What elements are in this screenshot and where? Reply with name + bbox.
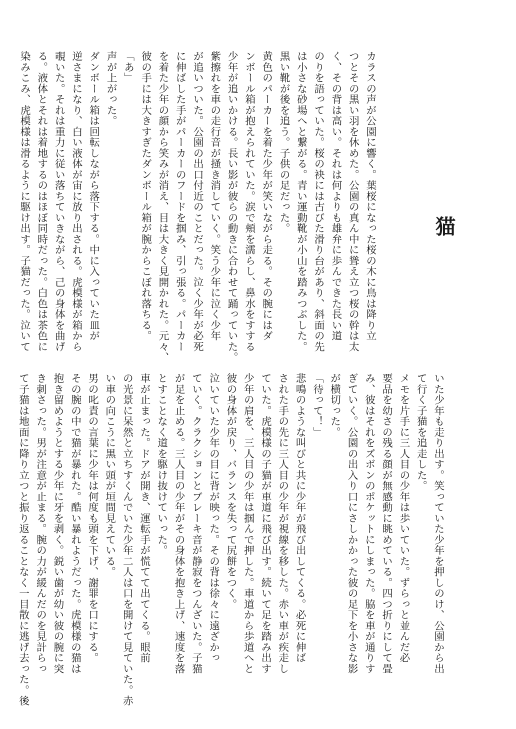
text-line: て子猫は地面に降り立つと振り返ることなく一目散に逃げ去った。後 xyxy=(16,373,29,707)
text-line: が追いついた。公園の出口付近のことだった。泣く少年が必死 xyxy=(191,51,204,352)
text-line: ぎていく。公園の出入り口にさしかかった彼の足下を小さな影 xyxy=(345,373,358,674)
text-line: カラスの声が公園に響く。葉桜になった桜の木に鳥は降り立 xyxy=(364,51,376,342)
text-line: 男の叱責の言葉に少年は何度も頭を下げ、謝罪を口にする。 xyxy=(86,373,99,664)
text-line: る。液体とそれは着地するのはほぼ同時だった。白色は茶色に xyxy=(35,51,48,352)
text-line: ンボール箱が抱えられていた。涙で頬を濡らし、鼻水をすする xyxy=(242,51,255,352)
text-line: い車の向こうに黒い頭が垣間見えている。 xyxy=(103,373,116,578)
text-line: 「あ」 xyxy=(121,51,134,84)
text-line: いた少年も走り出す。笑っていた少年を押しのけ、公園から出 xyxy=(432,373,444,674)
text-line: ていた。虎模様の子猫が車道に飛び出す。続いて足を踏み出す xyxy=(259,373,272,674)
text-line: 覗いた。それは重力に従い落ちていきながら、己の身体を曲げ xyxy=(52,51,65,352)
text-line: 悲鳴のような叫びと共に少年が飛び出してくる。必死に伸ば xyxy=(293,373,306,664)
text-line: つとその黒い羽を休めた。公園の真ん中に聳え立つ桜の幹は太 xyxy=(346,51,359,352)
text-line: ダンボール箱は回転しながら落下する。中に入っていた皿が xyxy=(87,51,100,342)
text-line: き刺さった。男が注意が止まる。腕の力が緩んだのを見計らっ xyxy=(34,373,47,674)
text-line: 黄色のパーカーを着た少年が笑いながら走る。その腕にはダ xyxy=(260,51,273,342)
text-line: とすことなく道を駆け抜けていった。 xyxy=(155,373,168,556)
text-line: が横切った。 xyxy=(328,373,341,438)
text-line: 少年が追いかける。長い影が彼らの動きに合わせて踊っていた。 xyxy=(225,51,238,363)
text-line: く、その背は高い。それは何よりも雄弁に歩んできた長い道 xyxy=(329,51,342,342)
text-line: 彼の手には大きすぎたダンボール箱が腕からこぼれ落ちる。 xyxy=(139,51,152,342)
text-line: 黒い靴が後を追う。子供の足だった。 xyxy=(277,51,290,234)
text-line: その腕の中で猫が暴れた。酷い暴れようだった。虎模様の猫は xyxy=(68,373,81,674)
text-line: のりを語っていた。桜の袂には古びた滑り台があり、斜面の先 xyxy=(312,51,325,352)
text-line: 「待って！」 xyxy=(310,373,323,438)
text-line: み、彼はそれをズボンのポケットにしまった。脇を車が通りす xyxy=(362,373,375,674)
text-line: の光景に呆然と立ちすくんでいた少年二人は口を開けて見ていた。赤 xyxy=(120,373,133,707)
text-line: 泣いていた少年の目に背が映った。その背は徐々に遠ざかっ xyxy=(207,373,220,664)
text-line: メモを片手に三人目の少年は歩いていた。ずらっと並んだ必 xyxy=(397,373,410,664)
text-line: て行く子猫を追走した。 xyxy=(414,373,427,492)
text-line: は小さな砂場へと繋がる。青い運動靴が小山を踏みつぶした。 xyxy=(294,51,307,352)
text-line: 逆さまになり、白い液体が宙に放り出される。虎模様が箱から xyxy=(69,51,82,352)
text-line: 声が上がった。 xyxy=(104,51,117,127)
text-line: 車が止まった。ドアが開き、運転手が慌てて出てくる。眼前 xyxy=(137,373,150,664)
text-line: に伸ばした手がパーカーのフードを掴み、引っ張る。パーカー xyxy=(173,51,186,352)
text-line: 紫擦れを車の走行音が掻き消していく。笑う少年に泣く少年 xyxy=(208,51,221,342)
lower-text-block xyxy=(16,373,446,707)
text-line: された手の先に三人目の少年が視線を移した。赤い車が疾走し xyxy=(276,373,289,674)
text-line: 染みこみ、虎模様は滑るように駆け出す。子猫だった。泣いて xyxy=(18,51,31,352)
story-title: 猫 xyxy=(432,216,456,238)
text-line: を着た少年の顔から笑みが消え、目は大きく見開かれた。元々、 xyxy=(156,51,169,363)
text-line: 少年の肩を、三人目の少年は掴んで押した。車道から歩道へと xyxy=(241,373,254,674)
text-line: が足を止める。三人目の少年がその身体を抱き上げ、速度を落 xyxy=(172,373,185,674)
text-line: 抱き留めようとする少年に牙を剥く。鋭い歯が幼い彼の腕に突 xyxy=(51,373,64,674)
upper-text-block xyxy=(18,51,378,376)
text-line: 彼の身体が戻り、バランスを失って尻餅をつく。 xyxy=(224,373,237,610)
text-line: 要品を幼さの残る顔が無感動に眺めている。四つ折りにして畳 xyxy=(380,373,393,674)
text-line: ていく。クラクションとブレーキ音が静寂をつんざいた。子猫 xyxy=(189,373,202,674)
